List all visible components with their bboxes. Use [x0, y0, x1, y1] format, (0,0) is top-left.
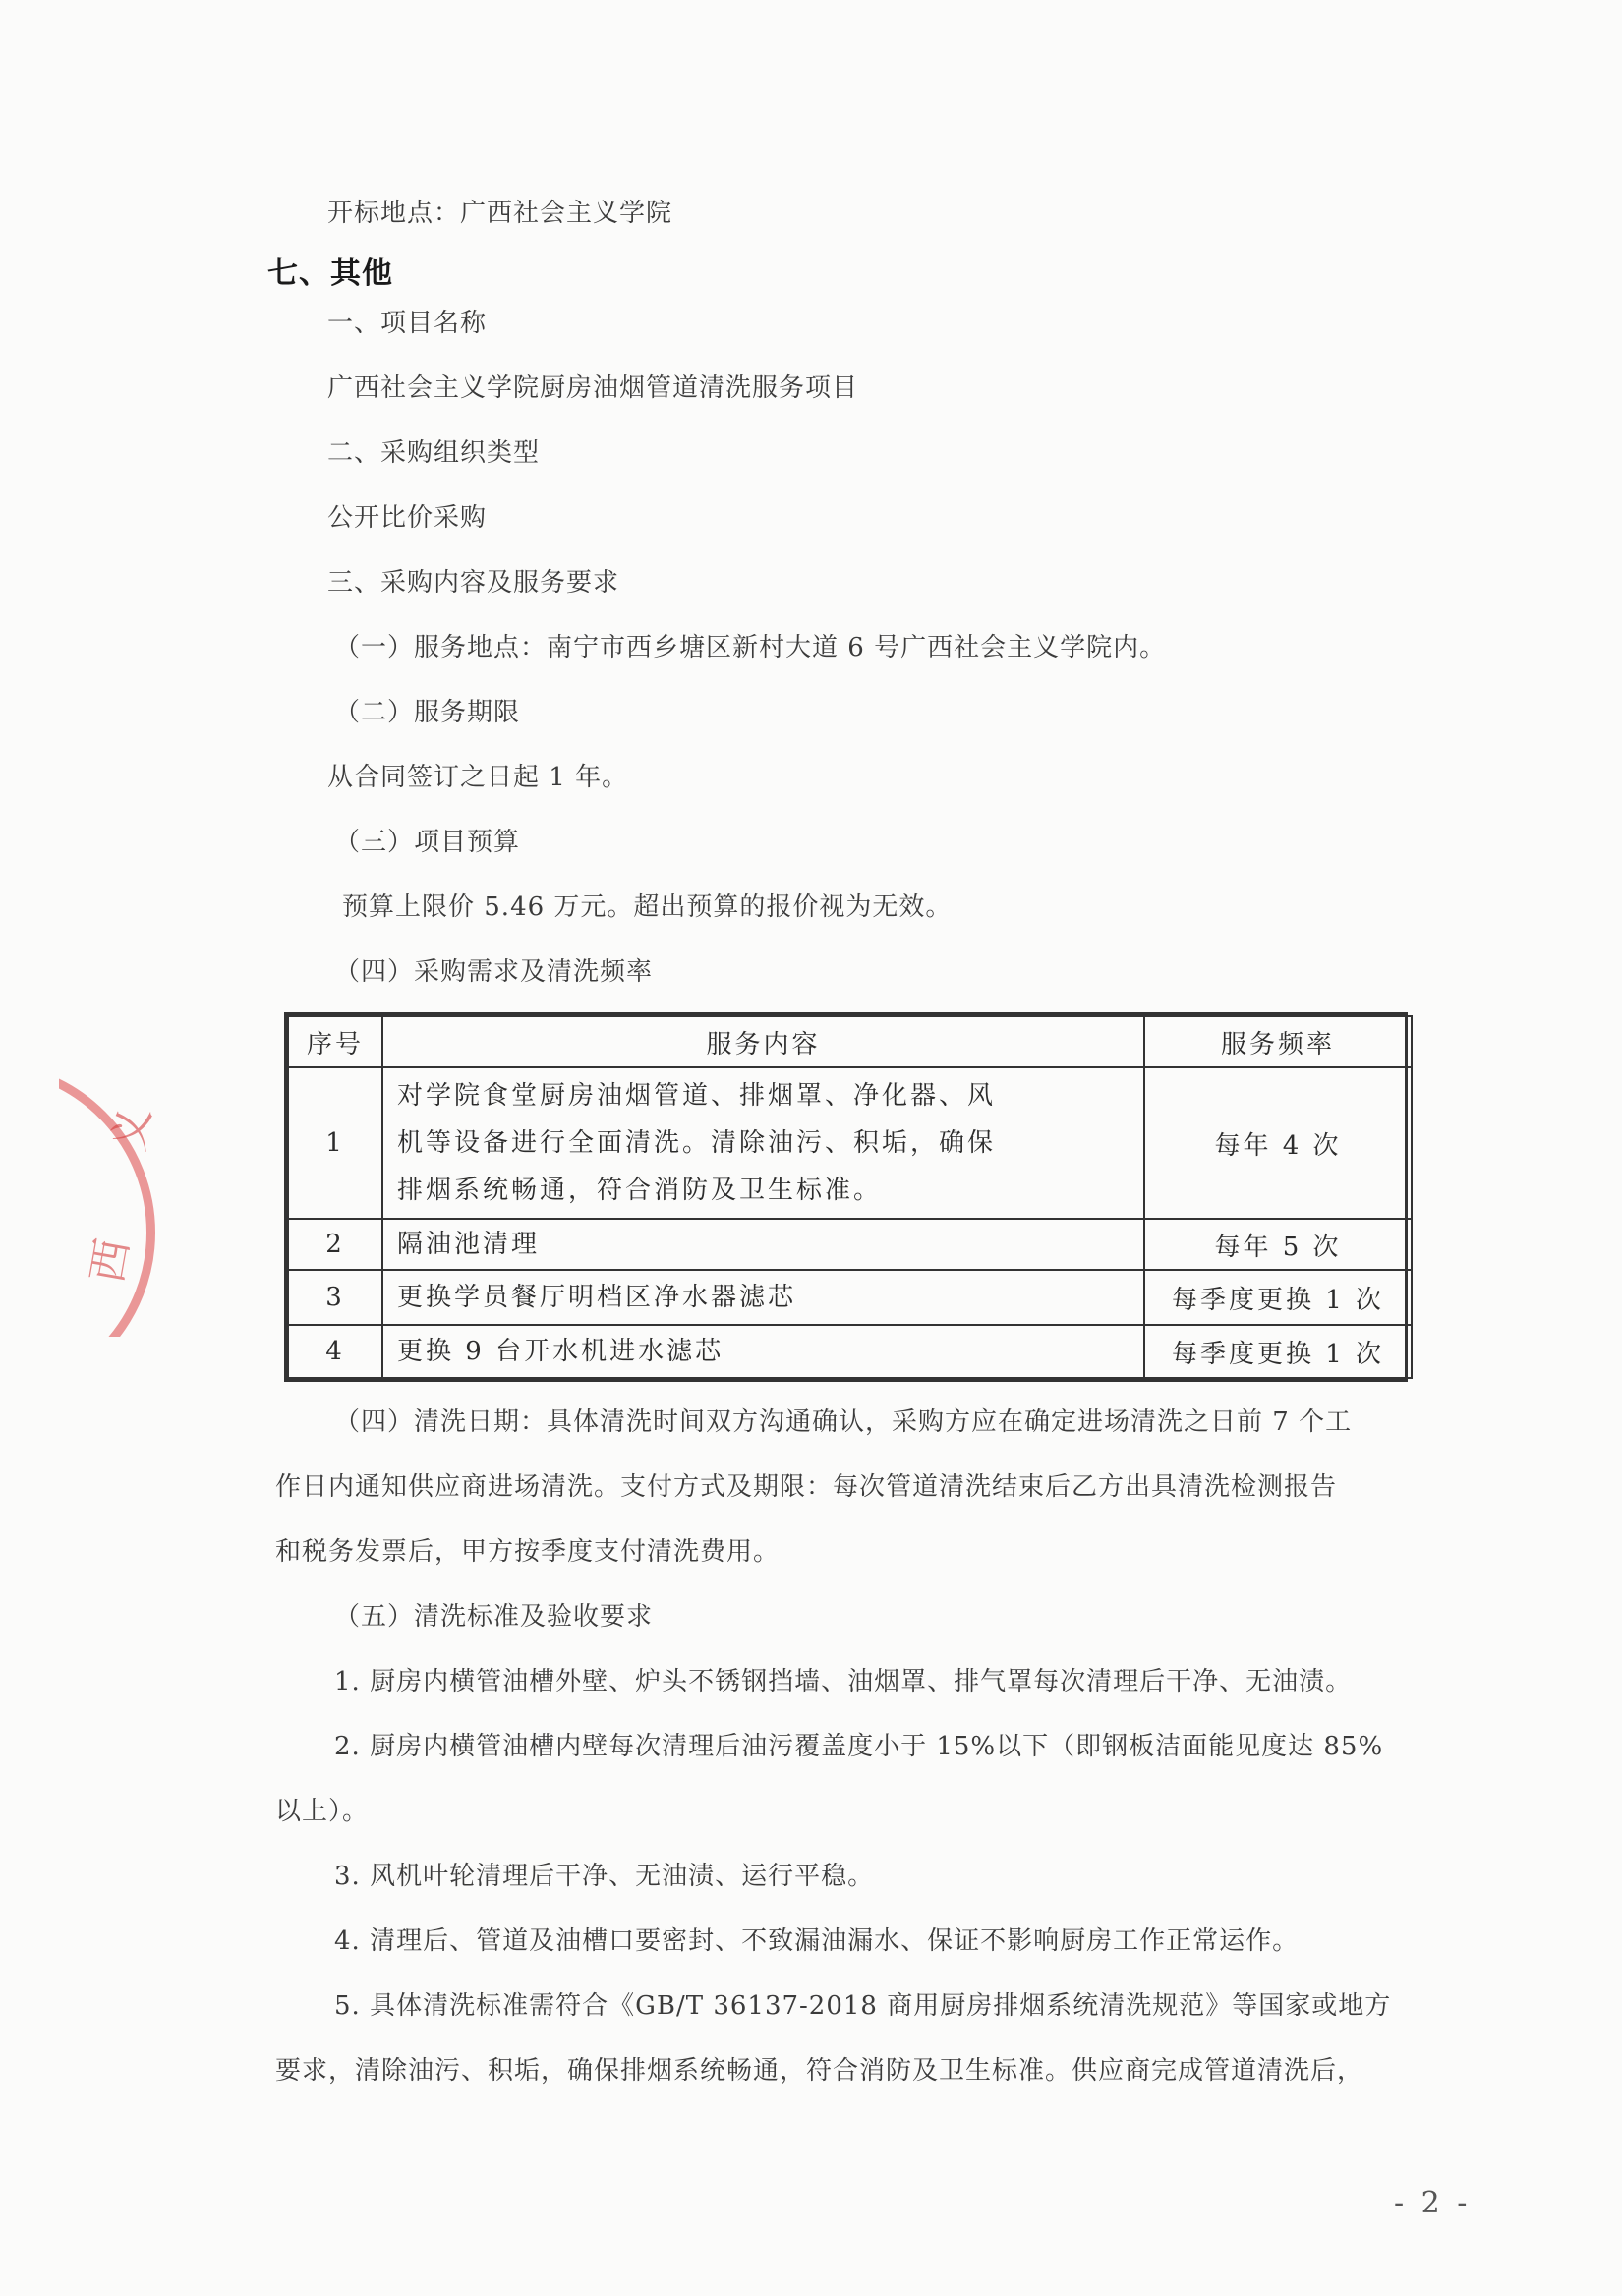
row-content: 隔油池清理	[382, 1219, 1144, 1270]
row-frequency: 每年 4 次	[1144, 1067, 1412, 1219]
row-frequency: 每年 5 次	[1144, 1219, 1412, 1270]
seal-char: 义	[103, 1103, 161, 1155]
row-frequency: 每季度更换 1 次	[1144, 1325, 1412, 1378]
clean-date-line-3: 和税务发票后，甲方按季度支付清洗费用。	[275, 1537, 781, 1567]
clean-date-line-1: （四）清洗日期：具体清洗时间双方沟通确认，采购方应在确定进场清洗之日前 7 个工	[334, 1407, 1353, 1437]
row-content-line: 排烟系统畅通，符合消防及卫生标准。	[397, 1176, 883, 1205]
venue-line: 开标地点：广西社会主义学院	[327, 199, 673, 228]
row-content	[382, 1067, 1144, 1219]
budget-value: 预算上限价 5.46 万元。超出预算的报价视为无效。	[342, 892, 953, 922]
header-frequency: 服务频率	[1144, 1016, 1412, 1067]
service-location: （一）服务地点：南宁市西乡塘区新村大道 6 号广西社会主义学院内。	[334, 633, 1167, 662]
standard-item-2b: 以上）。	[275, 1797, 370, 1826]
standard-item-5a: 5. 具体清洗标准需符合《GB/T 36137-2018 商用厨房排烟系统清洗规范》等国家或地方	[334, 1991, 1392, 2021]
budget-label: （三）项目预算	[334, 828, 521, 857]
row-no: 1	[288, 1067, 382, 1219]
row-no: 4	[288, 1325, 382, 1378]
service-table	[284, 1012, 1408, 1382]
table-row	[288, 1325, 1412, 1378]
service-term-label: （二）服务期限	[334, 698, 521, 727]
seal-char: 西	[82, 1234, 140, 1287]
row-content-line: 机等设备进行全面清洗。清除油污、积垢，确保	[397, 1128, 997, 1158]
official-seal	[59, 1062, 206, 1337]
row-no: 3	[288, 1270, 382, 1325]
standard-item-2a: 2. 厨房内横管油槽内壁每次清理后油污覆盖度小于 15%以下（即钢板洁面能见度达 85%	[334, 1732, 1384, 1761]
header-content: 服务内容	[382, 1016, 1144, 1067]
project-name-value: 广西社会主义学院厨房油烟管道清洗服务项目	[327, 373, 859, 403]
row-frequency: 每季度更换 1 次	[1144, 1270, 1412, 1325]
header-no: 序号	[288, 1016, 382, 1067]
table-header-row	[288, 1016, 1412, 1067]
table-row	[288, 1219, 1412, 1270]
row-content-line: 对学院食堂厨房油烟管道、排烟罩、净化器、风	[397, 1081, 997, 1111]
project-name-label: 一、项目名称	[327, 309, 488, 338]
standard-label: （五）清洗标准及验收要求	[334, 1602, 654, 1632]
demand-label: （四）采购需求及清洗频率	[334, 957, 654, 987]
procurement-type-value: 公开比价采购	[327, 503, 488, 533]
row-content: 更换学员餐厅明档区净水器滤芯	[382, 1270, 1144, 1325]
table-row	[288, 1270, 1412, 1325]
clean-date-line-2: 作日内通知供应商进场清洗。支付方式及期限：每次管道清洗结束后乙方出具清洗检测报告	[275, 1472, 1338, 1502]
procurement-content-label: 三、采购内容及服务要求	[327, 568, 620, 598]
procurement-type-label: 二、采购组织类型	[327, 438, 541, 468]
standard-item-4: 4. 清理后、管道及油槽口要密封、不致漏油漏水、保证不影响厨房工作正常运作。	[334, 1926, 1300, 1956]
service-term-value: 从合同签订之日起 1 年。	[327, 763, 629, 792]
row-content: 更换 9 台开水机进水滤芯	[382, 1325, 1144, 1378]
row-no: 2	[288, 1219, 382, 1270]
page-number: - 2 -	[1394, 2186, 1472, 2220]
standard-item-5b: 要求，清除油污、积垢，确保排烟系统畅通，符合消防及卫生标准。供应商完成管道清洗后，	[275, 2056, 1364, 2086]
standard-item-1: 1. 厨房内横管油槽外壁、炉头不锈钢挡墙、油烟罩、排气罩每次清理后干净、无油渍。	[334, 1667, 1353, 1696]
table-row	[288, 1067, 1412, 1219]
standard-item-3: 3. 风机叶轮清理后干净、无油渍、运行平稳。	[334, 1862, 875, 1891]
section-heading: 七、其他	[267, 256, 393, 291]
